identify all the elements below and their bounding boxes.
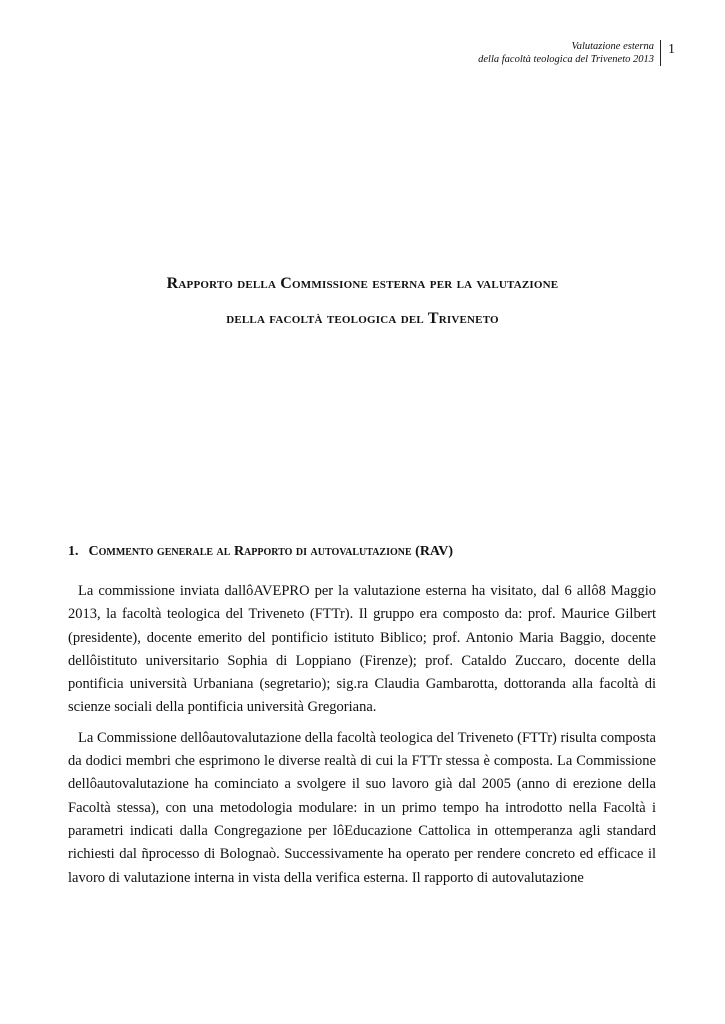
body-text xyxy=(68,580,656,897)
paragraph: La commissione inviata dallôAVEPRO per la valutazione esterna ha visitato, dal 6 allô8 Maggio 2013, la facoltà teologica del Triveneto (FTTr). Il gruppo era composto da: prof. Maurice Gilbert (presidente), docente emerito del pontificio istituto Biblico; prof. Antonio Maria Baggio, docente dellôistituto universitario Sophia di Loppiano (Firenze); prof. Cataldo Zuccaro, docente della pontificia università Urbaniana (segretario); sig.ra Claudia Gambarotta, dottoranda alla facoltà di scienze sociali della pontificia università Gregoriana. xyxy=(68,583,656,716)
header-line-1: Valutazione esterna xyxy=(571,41,654,52)
title-line-1: Rapporto della Commissione esterna per la valutazione xyxy=(166,275,559,292)
section-title: Commento generale al Rapporto di autovalutazione (RAV) xyxy=(88,544,454,559)
header-line-2: della facoltà teologica del Triveneto 2013 xyxy=(478,54,654,65)
document-title xyxy=(0,266,725,336)
section-number: 1. xyxy=(68,544,79,559)
running-header xyxy=(478,40,661,66)
page-number: 1 xyxy=(668,42,675,57)
section-heading xyxy=(68,544,453,560)
paragraph: La Commissione dellôautovalutazione della facoltà teologica del Triveneto (FTTr) risulta composta da dodici membri che esprimono le diverse realtà di cui la FTTr stessa è composta. La Commissione dellôautovalutazione ha cominciato a svolgere il suo lavoro già dal 2005 (anno di erezione della Facoltà stessa), con una metodologia modulare: in un primo tempo ha introdotto nella Facoltà i parametri indicati dalla Congregazione per lôEducazione Cattolica in ottemperanza agli standard richiesti dal ñprocesso di Bolognaò. Successivamente ha operato per rendere concreto ed efficace il lavoro di valutazione interna in vista della verifica esterna. Il rapporto di autovalutazione xyxy=(68,729,656,886)
title-line-2: della facoltà teologica del Triveneto xyxy=(226,310,499,327)
